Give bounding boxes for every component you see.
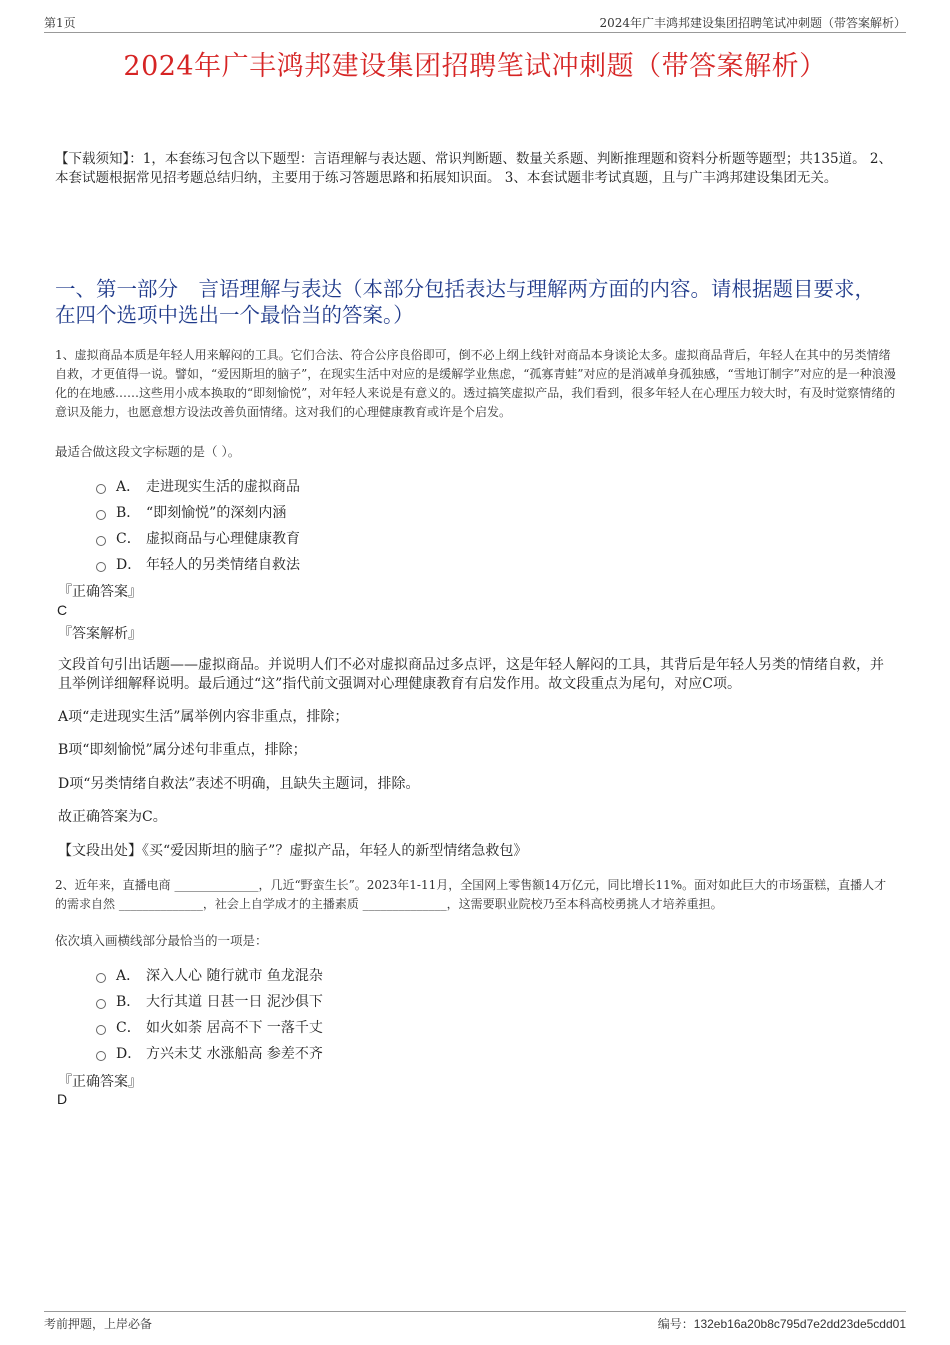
analysis-label: 『答案解析』 [58,626,142,642]
analysis-paragraph: A项“走进现实生活”属举例内容非重点，排除； [58,709,349,725]
header-doc-title: 2024年广丰鸿邦建设集团招聘笔试冲刺题（带答案解析） [599,16,906,30]
option-b[interactable]: B． 大行其道 日甚一日 泥沙俱下 [96,988,323,1014]
section-heading: 一、第一部分 言语理解与表达（本部分包括表达与理解两方面的内容。请根据题目要求，在四个选项中选出一个最恰当的答案。） [55,277,875,327]
document-title: 2024年广丰鸿邦建设集团招聘笔试冲刺题（带答案解析） [123,51,827,82]
radio-icon[interactable] [96,1051,106,1061]
page-number: 第1页 [44,16,76,30]
page-header [44,14,906,33]
analysis-paragraph: B项“即刻愉悦”属分述句非重点，排除； [58,742,307,758]
analysis-paragraph: D项“另类情绪自救法”表述不明确，且缺失主题词，排除。 [58,776,420,792]
radio-icon[interactable] [96,536,106,546]
radio-icon[interactable] [96,1025,106,1035]
answer-value: C [57,602,68,618]
option-d[interactable]: D． 方兴未艾 水涨船高 参差不齐 [96,1040,323,1066]
option-c[interactable]: C． 如火如荼 居高不下 一落千丈 [96,1014,323,1040]
radio-icon[interactable] [96,973,106,983]
option-b[interactable]: B． “即刻愉悦”的深刻内涵 [96,499,300,525]
option-a[interactable]: A． 走进现实生活的虚拟商品 [96,473,300,499]
radio-icon[interactable] [96,562,106,572]
question-2-prompt: 依次填入画横线部分最恰当的一项是： [55,933,268,948]
question-1-options [96,473,300,577]
radio-icon[interactable] [96,510,106,520]
question-1-text: 1、虚拟商品本质是年轻人用来解闷的工具。它们合法、符合公序良俗即可，倒不必上纲上线针对商品本身谈论太多。虚拟商品背后，年轻人在其中的另类情绪自救，才更值得一说。譬如，“爱因斯坦的脑子”，在现实生活中对应的是缓解学业焦虑，“孤寡青蛙”对应的是消减单身孤独感，“雪地订制字”对应的是一种浪漫化的在地感……这些用小成本换取的“即刻愉悦”，对年轻人来说是有意义的。透过搞笑虚拟产品，我们看到，很多年轻人在心理压力较大时，有及时觉察情绪的意识及能力，也愿意想方设法改善负面情绪。这对我们的心理健康教育或许是个启发。 [55,348,896,419]
option-c[interactable]: C． 虚拟商品与心理健康教育 [96,525,300,551]
footer-doc-id: 编号：132eb16a20b8c795d7e2dd23de5cdd01 [657,1317,906,1331]
answer-value: D [57,1091,68,1107]
radio-icon[interactable] [96,484,106,494]
option-a[interactable]: A． 深入人心 随行就市 鱼龙混杂 [96,962,323,988]
answer-label: 『正确答案』 [58,584,142,600]
download-notice: 【下载须知】：1，本套练习包含以下题型：言语理解与表达题、常识判断题、数量关系题、判断推理题和资料分析题等题型；共135道。 2、本套试题根据常见招考题总结归纳，主要用于练习答题思路和拓展知识面。 3、本套试题非考试真题，且与广丰鸿邦建设集团无关。 [55,151,892,186]
answer-label: 『正确答案』 [58,1074,142,1090]
option-d[interactable]: D． 年轻人的另类情绪自救法 [96,551,300,577]
question-2-text: 2、近年来，直播电商 ______________，几近“野蛮生长”。2023年1-11月，全国网上零售额14万亿元，同比增长11%。面对如此巨大的市场蛋糕，直播人才的需求自然 ______________，社会上自学成才的主播素质 ______________，这需要职业院校乃至本科高校勇挑人才培养重担。 [55,878,887,911]
question-1-prompt: 最适合做这段文字标题的是（ ）。 [55,444,241,459]
page-footer [44,1311,906,1332]
footer-slogan: 考前押题，上岸必备 [44,1317,153,1331]
analysis-paragraph: 文段首句引出话题——虚拟商品。并说明人们不必对虚拟商品过多点评，这是年轻人解闷的工具，其背后是年轻人另类的情绪自救，并且举例详细解释说明。最后通过“这”指代前文强调对心理健康教育有启发作用。故文段重点为尾句，对应C项。 [58,657,884,692]
source-note: 【文段出处】《买“爱因斯坦的脑子”？虚拟产品，年轻人的新型情绪急救包》 [58,843,528,859]
radio-icon[interactable] [96,999,106,1009]
analysis-paragraph: 故正确答案为C。 [58,809,167,825]
question-2-options [96,962,323,1066]
